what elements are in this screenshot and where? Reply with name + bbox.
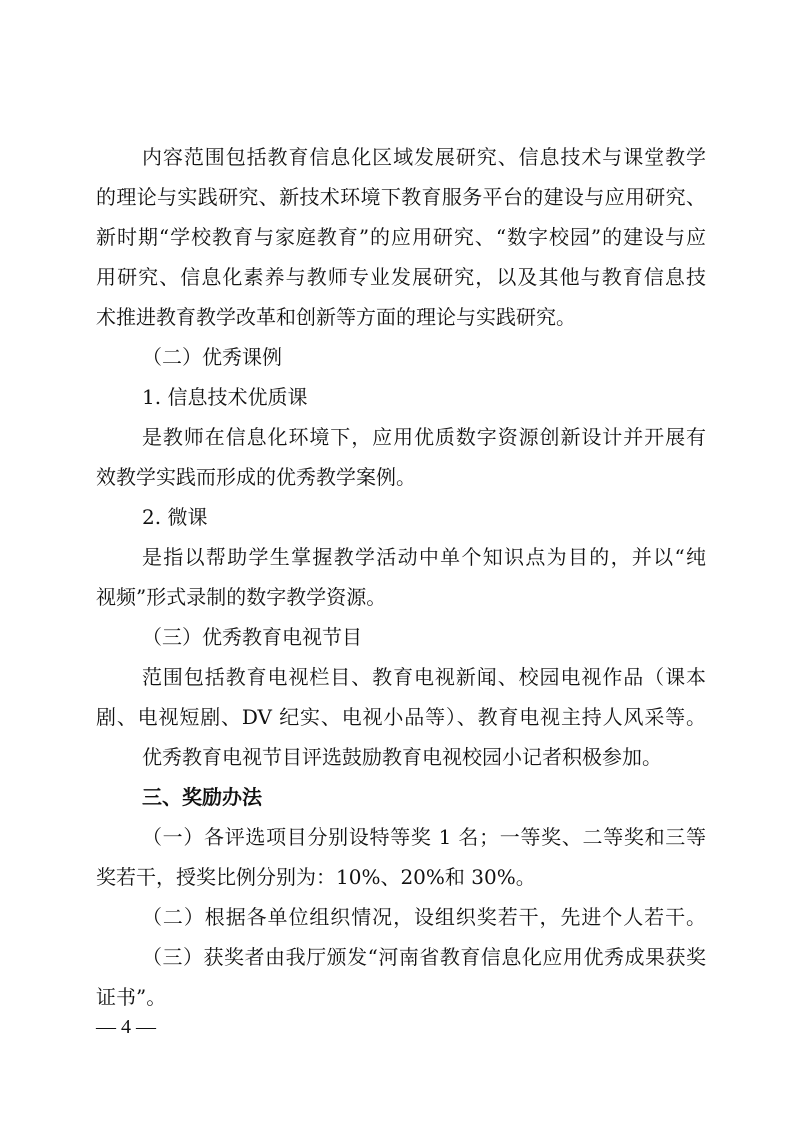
section-heading: （三）优秀教育电视节目 (142, 625, 362, 649)
paragraph-line: 术推进教育教学改革和创新等方面的理论与实践研究。 (96, 305, 576, 329)
paragraph-line: 效教学实践而形成的优秀教学案例。 (96, 465, 416, 489)
paragraph-line: 证书”。 (96, 985, 167, 1009)
paragraph-line: 用研究、信息化素养与教师专业发展研究，以及其他与教育信息技 (96, 265, 706, 289)
paragraph-line: 新时期“学校教育与家庭教育”的应用研究、“数字校园”的建设与应 (96, 225, 706, 249)
chapter-heading: 三、奖励办法 (142, 785, 262, 809)
paragraph-line: 范围包括教育电视栏目、教育电视新闻、校园电视作品（课本 (142, 665, 706, 689)
paragraph-line: 视频”形式录制的数字教学资源。 (96, 585, 387, 609)
paragraph-line: 是教师在信息化环境下，应用优质数字资源创新设计并开展有 (142, 425, 706, 449)
subsection-heading: 2. 微课 (142, 505, 208, 529)
subsection-heading: 1. 信息技术优质课 (142, 385, 308, 409)
paragraph-line: 的理论与实践研究、新技术环境下教育服务平台的建设与应用研究、 (96, 185, 706, 209)
paragraph-line: 奖若干，授奖比例分别为：10%、20%和 30%。 (96, 865, 536, 889)
section-heading: （二）优秀课例 (142, 345, 282, 369)
paragraph-line: （三）获奖者由我厅颁发“河南省教育信息化应用优秀成果获奖 (142, 945, 706, 969)
paragraph-line: 内容范围包括教育信息化区域发展研究、信息技术与课堂教学 (142, 145, 706, 169)
paragraph-line: 是指以帮助学生掌握教学活动中单个知识点为目的，并以“纯 (142, 545, 706, 569)
paragraph-line: （一）各评选项目分别设特等奖 1 名；一等奖、二等奖和三等 (142, 825, 706, 849)
page-number: — 4 — (96, 1016, 156, 1038)
paragraph-line: 优秀教育电视节目评选鼓励教育电视校园小记者积极参加。 (142, 745, 662, 769)
paragraph-line: 剧、电视短剧、DV 纪实、电视小品等）、教育电视主持人风采等。 (96, 705, 706, 729)
paragraph-line: （二）根据各单位组织情况，设组织奖若干，先进个人若干。 (142, 905, 706, 929)
